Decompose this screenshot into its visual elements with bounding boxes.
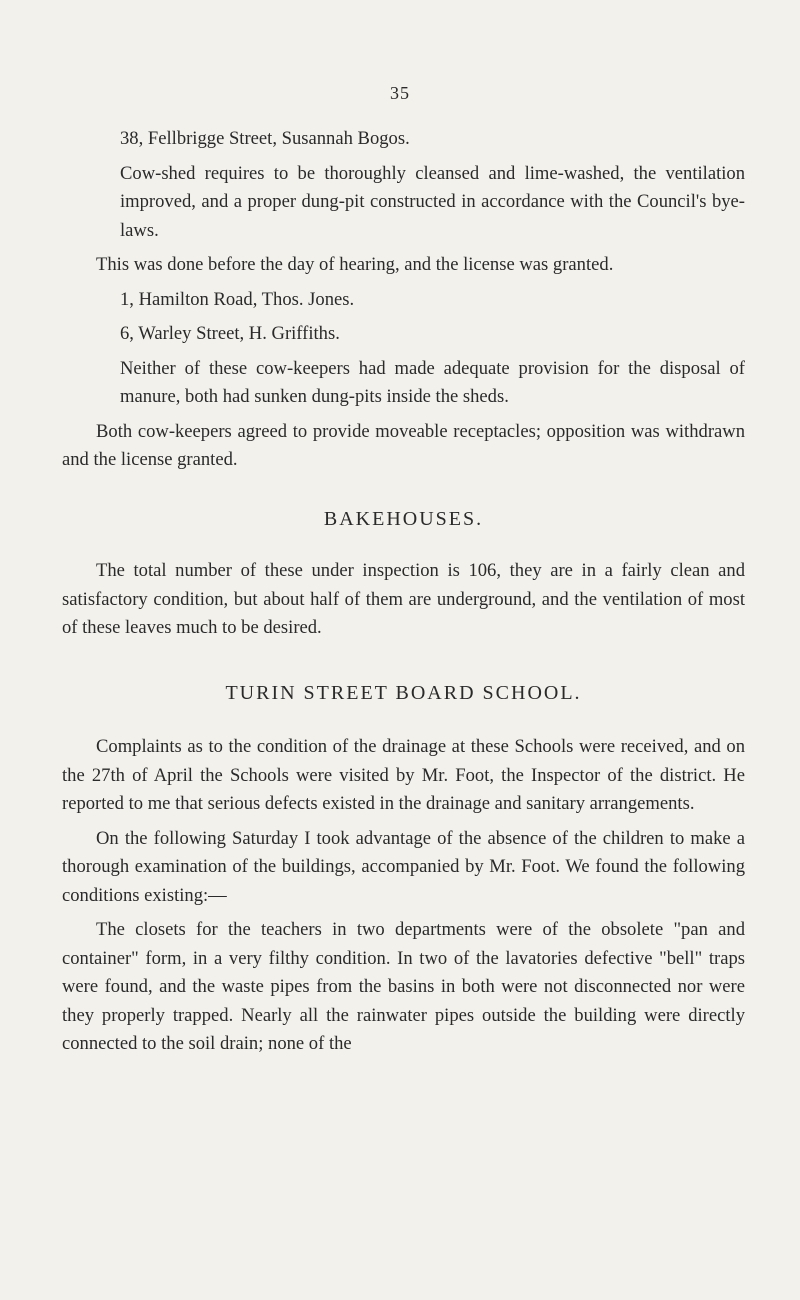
paragraph-cowshed-requirements: Cow-shed requires to be thoroughly cleansed and lime-washed, the ventilation improved, and a proper dung-pit constructed in accordance with the Council's bye-laws. bbox=[120, 162, 745, 241]
page-number: 35 bbox=[390, 83, 410, 103]
paragraph-address-jones: 1, Hamilton Road, Thos. Jones. bbox=[120, 288, 355, 310]
paragraph-saturday-examination: On the following Saturday I took advantage of the absence of the children to make a thorough examination of the buildings, accompanied by Mr. Foot. We found the following conditions existing:— bbox=[62, 827, 745, 906]
paragraph-license-granted: This was done before the day of hearing, and the license was granted. bbox=[96, 254, 614, 275]
paragraph-address-bogos: 38, Fellbrigge Street, Susannah Bogos. bbox=[120, 128, 410, 149]
paragraph-manure-provision: Neither of these cow-keepers had made adequate provision for the disposal of manure, both had sunken dung-pits inside the sheds. bbox=[120, 357, 745, 407]
heading-turin-street-school: TURIN STREET BOARD SCHOOL. bbox=[225, 681, 582, 704]
paragraph-bakehouses: The total number of these under inspection is 106, they are in a fairly clean and satisfactory condition, but about half of them are underground, and the ventilation of most of these leaves much to be desired. bbox=[62, 560, 745, 638]
heading-bakehouses: BAKEHOUSES. bbox=[323, 507, 484, 530]
paragraph-address-griffiths: 6, Warley Street, H. Griffiths. bbox=[120, 323, 340, 344]
paragraph-closets-condition: The closets for the teachers in two departments were of the obsolete "pan and container" form, in a very filthy condition. In two of the lavatories defective "bell" traps were found, and the waste pipes from the basins in both were not disconnected nor were they properly trapped. Nearly all the rainwater pipes outside the building were directly connected to the soil drain; none of the bbox=[62, 919, 745, 1054]
page-body bbox=[62, 125, 745, 1065]
paragraph-drainage-complaints: Complaints as to the condition of the drainage at these Schools were received, and on the 27th of April the Schools were visited by Mr. Foot, the Inspector of the district. He reported to me that serious defects existed in the drainage and sanitary arrangements. bbox=[62, 736, 745, 814]
paragraph-receptacles-agreed: Both cow-keepers agreed to provide moveable receptacles; opposition was withdrawn and the license granted. bbox=[62, 420, 745, 470]
